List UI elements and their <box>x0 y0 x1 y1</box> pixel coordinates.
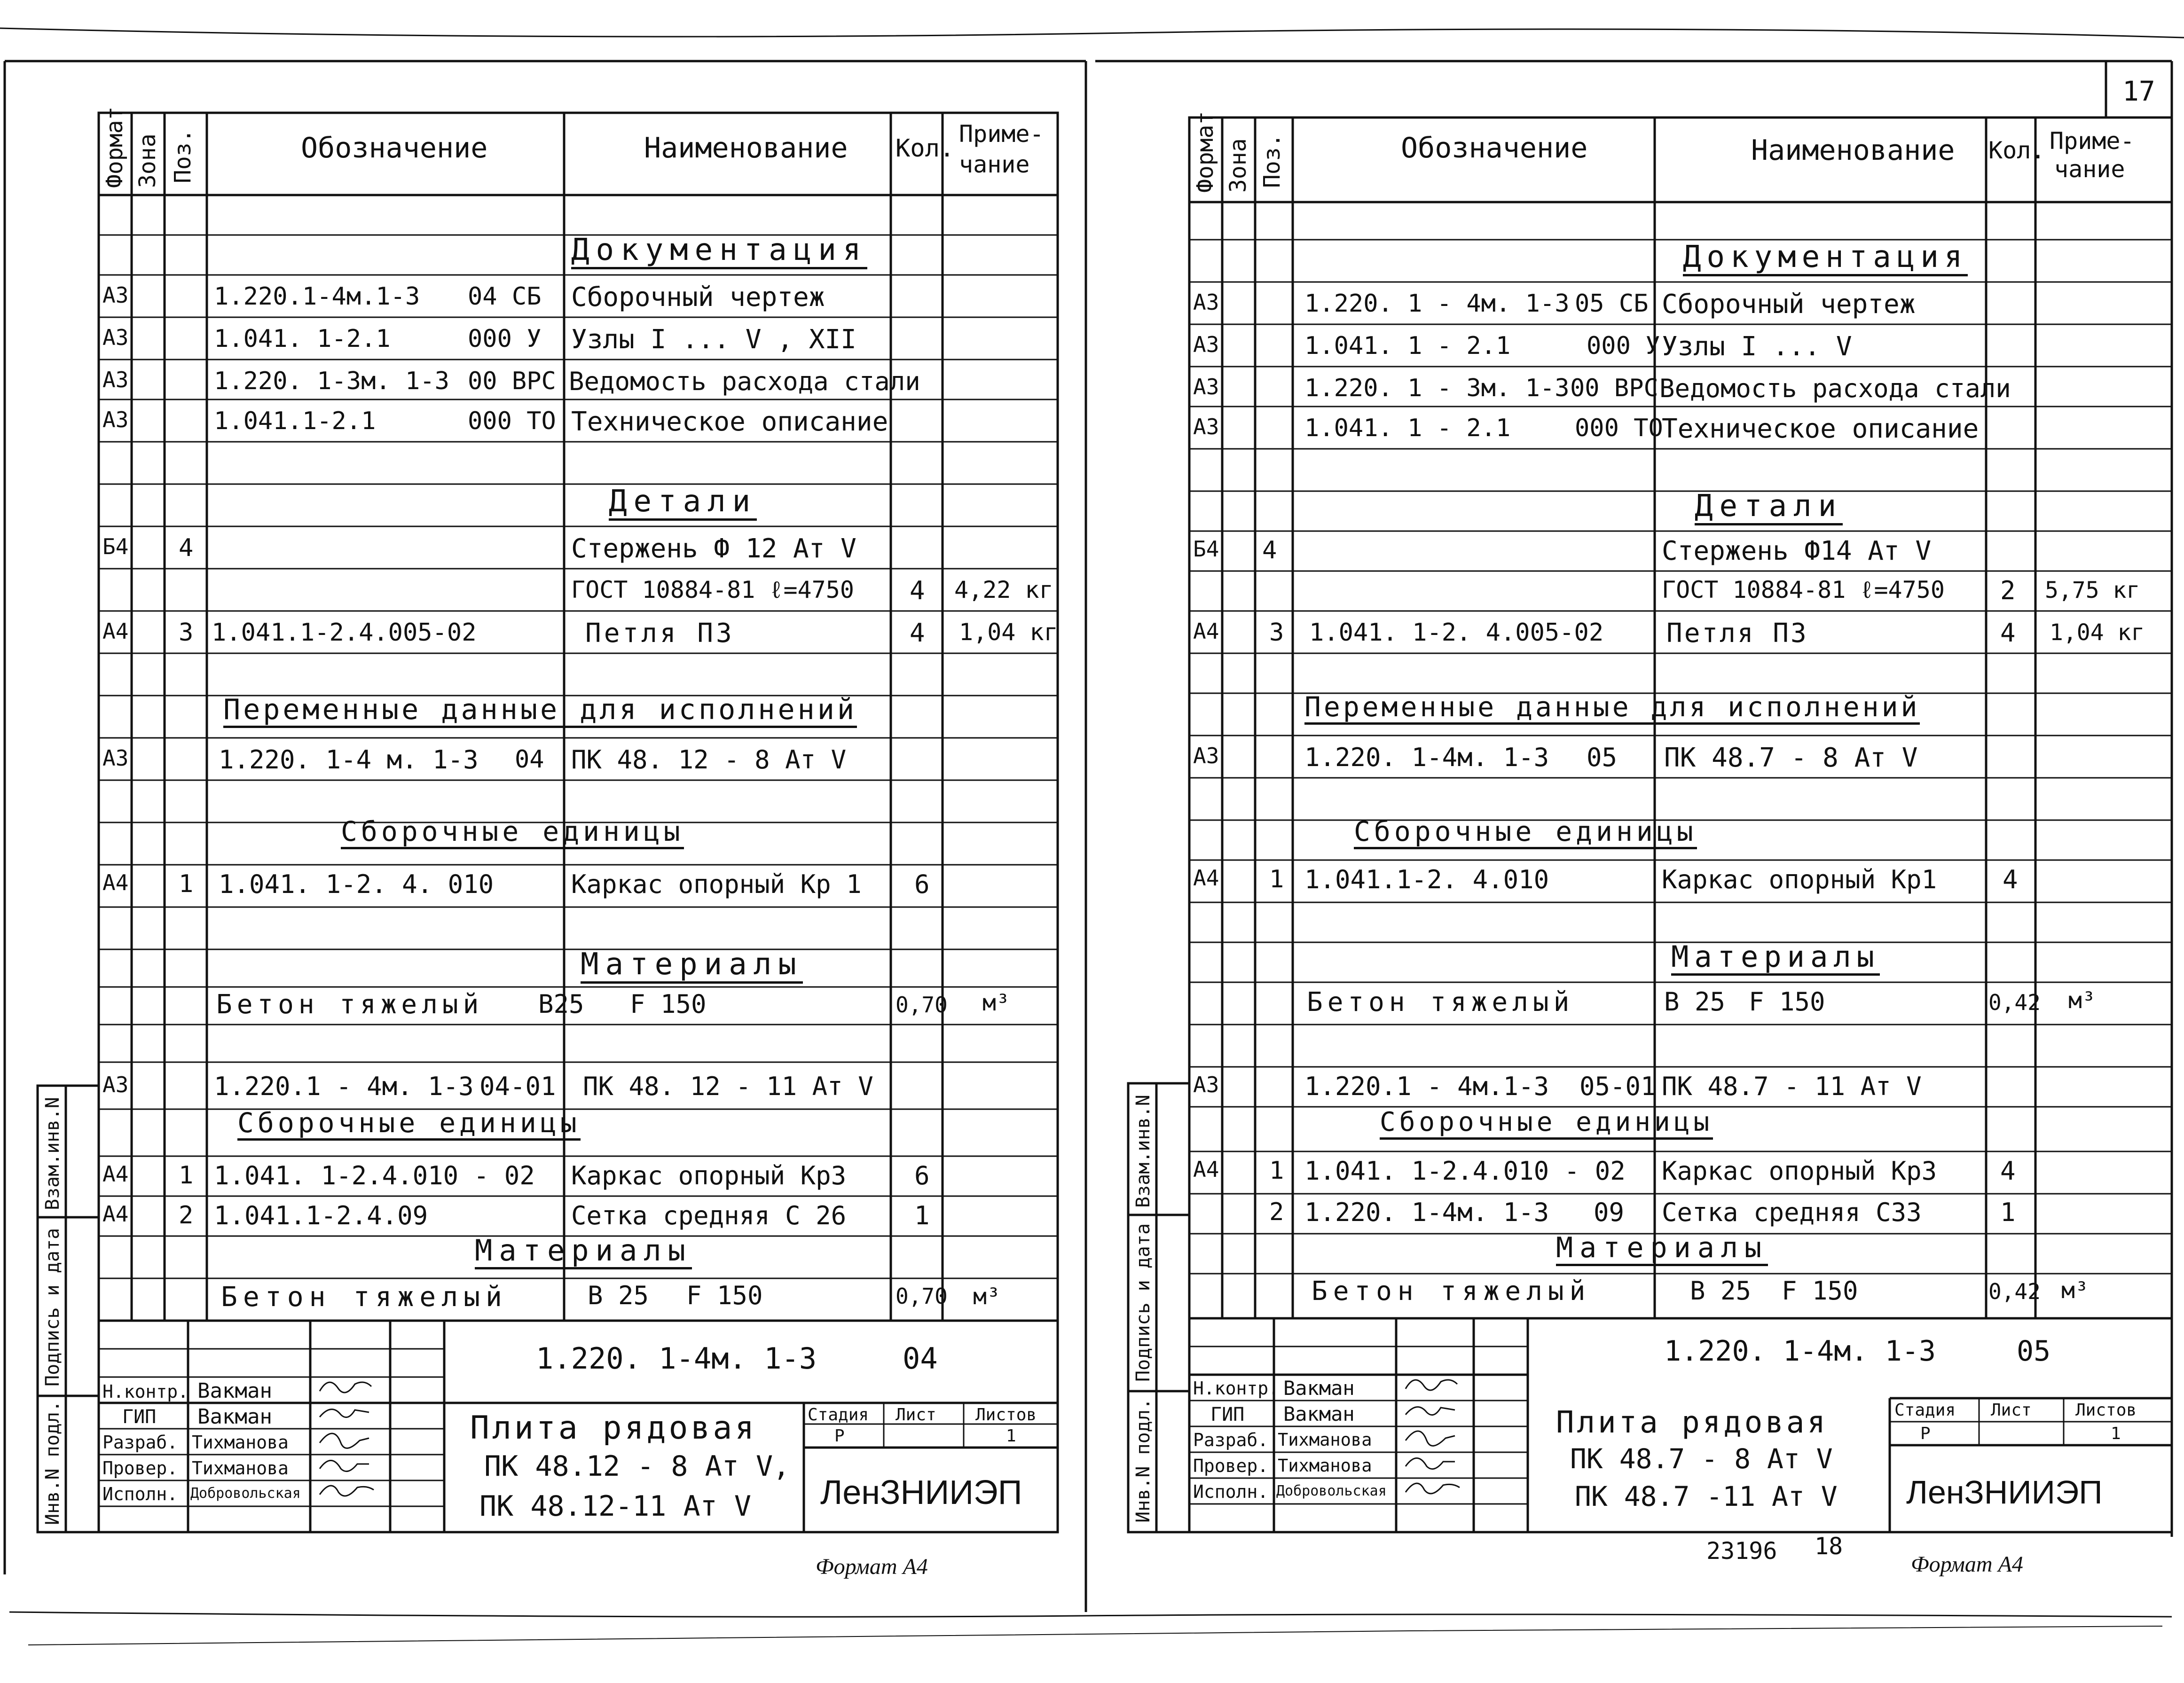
stamp-name: Добровольская <box>1276 1483 1387 1499</box>
row-name: Узлы I ... V , XII <box>571 324 856 355</box>
row-suffix: 05 СБ <box>1575 290 1649 318</box>
row-qty: 4 <box>2003 865 2018 894</box>
row-name: Каркас опорный Кр1 <box>1662 865 1937 894</box>
row-suffix: 000 У <box>468 325 542 353</box>
section-materials: Материалы <box>581 949 803 984</box>
stamp-role: Н.контр. <box>102 1381 189 1402</box>
row-name: Техническое описание <box>1662 414 1979 444</box>
row-format: А4 <box>1193 865 1219 891</box>
row-pos: 1 <box>179 870 194 898</box>
doc-code: 1.220. 1-4м. 1-3 <box>1664 1335 1936 1368</box>
row-suffix: 04-01 <box>479 1072 556 1101</box>
side-inv-sub: Инв.N подл. <box>42 1401 63 1525</box>
right-sheet <box>1095 0 2184 1683</box>
left-sheet <box>0 0 1091 1683</box>
stamp-sheet-label: Лист <box>1991 1401 2032 1420</box>
row-qty: 1 <box>2000 1198 2016 1227</box>
row-format: А4 <box>102 1161 129 1187</box>
row-note: м³ <box>2061 1277 2089 1304</box>
stamp-sheets-label: Листов <box>2075 1401 2137 1420</box>
section-assembly: Сборочные единицы <box>1354 818 1697 849</box>
row-format: А3 <box>102 407 129 432</box>
row-qty: 0,42 <box>1988 1279 2041 1304</box>
row-name: Стержень Ф 12 Ат V <box>571 533 856 564</box>
section-documentation: Документация <box>571 235 867 269</box>
row-note: 4,22 кг <box>954 576 1053 603</box>
row-name: ПК 48. 12 - 8 Ат V <box>571 745 847 775</box>
section-materials-2: Материалы <box>1556 1234 1768 1266</box>
section-details: Детали <box>609 486 757 521</box>
row-designation: 1.220. 1-4м. 1-3 <box>1304 1198 1549 1227</box>
doc-code: 1.220. 1-4м. 1-3 <box>536 1341 817 1376</box>
org-name: ЛенЗНИИЭП <box>820 1474 1022 1511</box>
stamp-role: Провер. <box>1193 1456 1269 1476</box>
side-sign-date: Подпись и дата <box>42 1228 63 1386</box>
row-format: А3 <box>102 325 129 350</box>
row-qty: 0,70 <box>896 992 948 1018</box>
row-designation: Бетон тяжелый <box>221 1281 508 1313</box>
stamp-name: Тихманова <box>192 1458 289 1479</box>
row-format: А3 <box>1193 414 1219 439</box>
row-designation: 1.041. 1-2.4.010 - 02 <box>214 1161 535 1190</box>
section-assembly: Сборочные единицы <box>341 818 684 849</box>
row-format: А4 <box>102 1201 129 1227</box>
row-name: ПК 48. 12 - 11 Ат V <box>583 1072 873 1101</box>
section-variable: Переменные данные для исполнений <box>223 696 857 728</box>
row-designation: 1.041.1-2.4.005-02 <box>212 618 477 647</box>
row-designation: Бетон тяжелый <box>1307 987 1574 1018</box>
row-designation: 1.041. 1-2.1 <box>214 325 391 353</box>
row-designation: 1.041.1-2. 4.010 <box>1304 865 1549 894</box>
doc-title-3: ПК 48.12-11 Ат V <box>479 1490 751 1523</box>
row-pos: 2 <box>179 1201 194 1229</box>
header-designation: Обозначение <box>301 132 488 164</box>
row-name: ПК 48.7 - 11 Ат V <box>1662 1072 1922 1101</box>
row-qty: 1 <box>914 1201 930 1230</box>
row-name: F 150 <box>1749 987 1825 1017</box>
row-name: F 150 <box>686 1281 763 1310</box>
stamp-role: Провер. <box>102 1458 178 1479</box>
row-qty: 4 <box>2000 1156 2016 1186</box>
row-note: 1,04 кг <box>2050 619 2145 646</box>
row-format: А3 <box>1193 1072 1219 1097</box>
doc-title: Плита рядовая <box>470 1409 757 1447</box>
row-suffix: В25 <box>538 989 584 1019</box>
row-qty: 0,70 <box>896 1284 948 1309</box>
row-format: А3 <box>1193 743 1219 768</box>
stamp-name: Вакман <box>197 1405 272 1429</box>
format-label: Формат А4 <box>1911 1552 2023 1577</box>
row-format: А3 <box>102 282 129 308</box>
header-zone: Зона <box>134 133 161 188</box>
row-designation: 1.220. 1-3м. 1-3 <box>214 367 449 395</box>
row-name: Сетка средняя С 26 <box>571 1201 847 1230</box>
doc-code-suffix: 04 <box>903 1341 938 1376</box>
row-pos: 4 <box>179 534 194 562</box>
format-label: Формат А4 <box>816 1554 928 1579</box>
row-suffix: В 25 <box>1664 987 1726 1017</box>
row-suffix: 05-01 <box>1579 1072 1656 1101</box>
row-format: А4 <box>1193 1157 1219 1182</box>
header-note: Приме- <box>2050 127 2135 155</box>
row-qty: 4 <box>910 618 925 648</box>
row-designation: 1.041. 1-2.4.010 - 02 <box>1304 1156 1626 1186</box>
row-name: F 150 <box>1782 1276 1858 1306</box>
header-zone: Зона <box>1225 138 1251 193</box>
stamp-stage-value: Р <box>1920 1424 1931 1443</box>
header-format: Формат <box>102 106 128 188</box>
row-format: А4 <box>102 870 129 895</box>
row-suffix: В 25 <box>588 1281 649 1310</box>
row-name: Ведомость расхода стали <box>1659 374 2011 403</box>
row-note: 1,04 кг <box>959 618 1058 646</box>
row-designation: 1.220. 1 - 4м. 1-3 <box>1304 290 1570 318</box>
row-suffix: 09 <box>1594 1198 1625 1227</box>
header-pos: Поз. <box>170 129 196 183</box>
stamp-sheets-value: 1 <box>2111 1424 2121 1443</box>
row-suffix: 000 ТО <box>1575 414 1663 442</box>
row-designation: 1.041.1-2.1 <box>214 407 376 435</box>
row-format: А4 <box>1193 618 1219 644</box>
stamp-name: Вакман <box>197 1379 272 1403</box>
row-note: м³ <box>982 990 1010 1016</box>
row-name: Каркас опорный Кр3 <box>571 1161 847 1190</box>
row-designation: Бетон тяжелый <box>216 989 484 1020</box>
header-pos: Поз. <box>1259 133 1285 188</box>
row-qty: 6 <box>914 1161 930 1190</box>
row-designation: 1.041. 1 - 2.1 <box>1304 414 1511 442</box>
header-name: Наименование <box>1751 134 1955 167</box>
row-pos: 1 <box>1269 865 1284 893</box>
section-details: Детали <box>1695 491 1843 525</box>
row-format: А4 <box>102 618 129 644</box>
stamp-sheet-label: Лист <box>896 1405 936 1425</box>
row-designation: 1.220. 1-4 м. 1-3 <box>219 745 479 775</box>
stamp-role: Н.контр. <box>1193 1378 1280 1399</box>
row-pos: 3 <box>179 618 194 647</box>
sheet-number: 17 <box>2122 75 2155 107</box>
footer-number: 23196 <box>1706 1537 1777 1565</box>
row-designation: 1.220.1-4м.1-3 <box>214 282 420 311</box>
row-name: Стержень Ф14 Ат V <box>1662 536 1932 566</box>
row-name: Техническое описание <box>571 407 888 437</box>
section-materials: Материалы <box>1671 942 1880 976</box>
doc-title-3: ПК 48.7 -11 Ат V <box>1575 1480 1838 1512</box>
row-designation: 1.041. 1 - 2.1 <box>1304 332 1511 360</box>
row-suffix: 000 ТО <box>468 407 556 435</box>
row-qty: 6 <box>914 869 930 899</box>
row-name: Петля П3 <box>1666 618 1808 649</box>
row-note: м³ <box>973 1284 1000 1310</box>
row-name: ГОСТ 10884-81 ℓ=4750 <box>571 576 854 603</box>
side-sign-date: Подпись и дата <box>1132 1223 1154 1382</box>
header-note: Приме- <box>959 120 1044 148</box>
row-designation: 1.041.1-2.4.09 <box>214 1201 428 1230</box>
row-pos: 4 <box>1262 536 1277 564</box>
stamp-name: Вакман <box>1283 1377 1355 1400</box>
row-qty: 4 <box>910 576 925 605</box>
header-note-2: чание <box>959 151 1030 178</box>
footer-number-2: 18 <box>1815 1533 1843 1560</box>
row-name: Каркас опорный Кр 1 <box>571 869 862 899</box>
row-name: ПК 48.7 - 8 Ат V <box>1664 743 1918 773</box>
row-suffix: 04 <box>515 745 544 774</box>
stamp-name: Тихманова <box>1278 1456 1372 1476</box>
stamp-stage-label: Стадия <box>1894 1401 1956 1420</box>
stamp-stage-label: Стадия <box>808 1405 869 1425</box>
row-suffix: 05 <box>1587 743 1618 772</box>
row-qty: 4 <box>2000 618 2016 648</box>
row-designation: 1.220.1 - 4м. 1-3 <box>214 1072 474 1101</box>
row-name: Узлы I ... V <box>1662 331 1852 362</box>
row-note: 5,75 кг <box>2045 577 2140 603</box>
section-assembly-2: Сборочные единицы <box>1380 1109 1713 1140</box>
row-name: Сетка средняя С33 <box>1662 1198 1922 1227</box>
row-pos: 2 <box>1269 1198 1284 1226</box>
row-designation: 1.220.1 - 4м.1-3 <box>1304 1072 1549 1101</box>
header-qty: Кол. <box>1988 137 2045 164</box>
stamp-role: Разраб. <box>1193 1430 1269 1450</box>
row-name: Сборочный чертеж <box>571 282 825 313</box>
stamp-name: Добровольская <box>190 1485 301 1502</box>
header-qty: Кол. <box>896 134 955 163</box>
row-pos: 3 <box>1269 618 1284 647</box>
row-designation: 1.041. 1-2. 4. 010 <box>219 869 494 899</box>
header-format: Формат <box>1192 111 1218 193</box>
row-name: Ведомость расхода стали <box>569 367 920 396</box>
row-format: А3 <box>1193 374 1219 399</box>
side-inv-swap: Взам.инв.N <box>42 1097 63 1210</box>
header-note-2: чание <box>2054 156 2125 183</box>
row-name: Каркас опорный Кр3 <box>1662 1156 1937 1186</box>
section-documentation: Документация <box>1683 242 1968 276</box>
doc-title-2: ПК 48.7 - 8 Ат V <box>1570 1443 1833 1475</box>
row-format: А3 <box>1193 290 1219 315</box>
stamp-sheets-label: Листов <box>975 1405 1037 1425</box>
doc-title: Плита рядовая <box>1556 1405 1828 1440</box>
header-name: Наименование <box>644 132 848 164</box>
row-name: Сборочный чертеж <box>1662 289 1916 320</box>
row-note: м³ <box>2068 987 2096 1014</box>
row-suffix: 00 ВРС <box>468 367 556 395</box>
row-suffix: 04 СБ <box>468 282 542 311</box>
row-format: А3 <box>1193 332 1219 357</box>
stamp-name: Тихманова <box>1278 1430 1372 1450</box>
stamp-stage-value: Р <box>834 1426 845 1446</box>
row-name: Петля П3 <box>585 618 735 649</box>
row-format: Б4 <box>1193 536 1219 562</box>
stamp-name: Тихманова <box>192 1432 289 1453</box>
row-designation: 1.220. 1-4м. 1-3 <box>1304 743 1549 772</box>
org-name: ЛенЗНИИЭП <box>1906 1474 2103 1511</box>
row-format: Б4 <box>102 534 129 559</box>
row-format: А3 <box>102 367 129 392</box>
row-qty: 0,42 <box>1988 990 2041 1015</box>
stamp-role: Исполн. <box>102 1484 178 1504</box>
stamp-role: Исполн. <box>1193 1481 1269 1502</box>
stamp-role: ГИП <box>1210 1404 1245 1425</box>
row-designation: 1.220. 1 - 3м. 1-3 <box>1304 374 1570 402</box>
header-designation: Обозначение <box>1401 132 1588 164</box>
side-inv-swap: Взам.инв.N <box>1132 1095 1154 1208</box>
row-designation: 1.041. 1-2. 4.005-02 <box>1309 618 1604 647</box>
row-format: А3 <box>102 1072 129 1097</box>
row-format: А3 <box>102 745 129 771</box>
section-assembly-2: Сборочные единицы <box>237 1109 581 1141</box>
row-suffix: 00 ВРС <box>1570 374 1658 402</box>
doc-title-2: ПК 48.12 - 8 Ат V, <box>484 1450 790 1483</box>
row-qty: 2 <box>2000 576 2016 605</box>
row-pos: 1 <box>179 1161 194 1190</box>
stamp-role: ГИП <box>122 1406 157 1428</box>
section-materials-2: Материалы <box>475 1236 692 1269</box>
row-suffix: 000 У <box>1587 332 1660 360</box>
row-suffix: В 25 <box>1690 1276 1752 1306</box>
doc-code-suffix: 05 <box>2017 1335 2051 1368</box>
row-name: F 150 <box>630 989 707 1019</box>
row-name: ГОСТ 10884-81 ℓ=4750 <box>1662 576 1945 603</box>
stamp-name: Вакман <box>1283 1402 1355 1425</box>
side-inv-sub: Инв.N подл. <box>1132 1398 1154 1523</box>
stamp-sheets-value: 1 <box>1006 1426 1016 1446</box>
row-pos: 1 <box>1269 1157 1284 1185</box>
row-designation: Бетон тяжелый <box>1312 1276 1591 1307</box>
stamp-role: Разраб. <box>102 1432 178 1453</box>
section-variable: Переменные данные для исполнений <box>1304 693 1920 725</box>
